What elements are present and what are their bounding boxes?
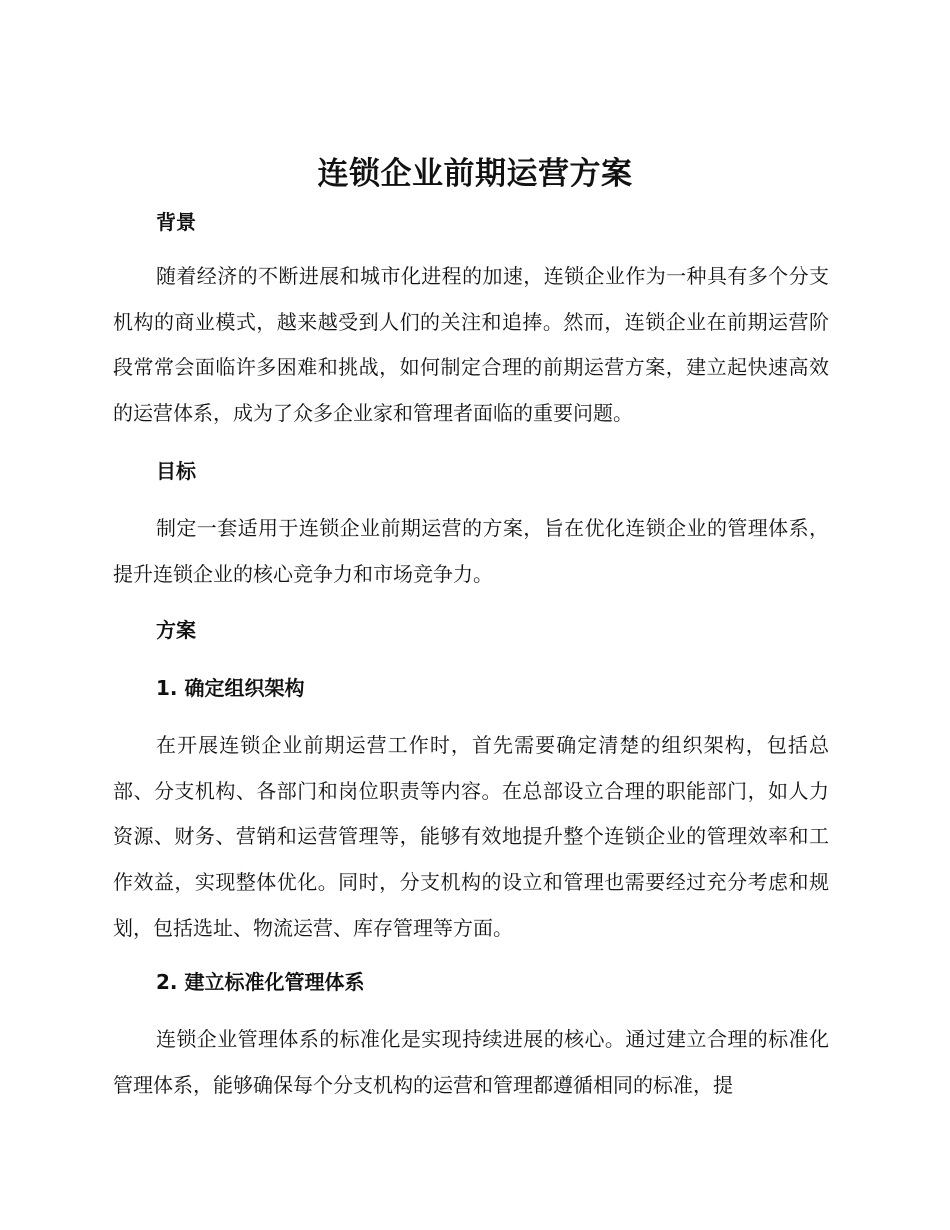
section-heading-standardization: 2. 建立标准化管理体系 [156,970,365,994]
section-heading-background: 背景 [156,210,196,234]
section-paragraph-org-structure: 在开展连锁企业前期运营工作时，首先需要确定清楚的组织架构，包括总部、分支机构、各部门和岗位职责等内容。在总部设立合理的职能部门，如人力资源、财务、营销和运营管理等，能够有效地提升整个连锁企业的管理效率和工作效益，实现整体优化。同时，分支机构的设立和管理也需要经过充分考虑和规划，包括选址、物流运营、库存管理等方面。 [113,733,829,940]
section-paragraph-background: 随着经济的不断进展和城市化进程的加速，连锁企业作为一种具有多个分支机构的商业模式，越来越受到人们的关注和追捧。然而，连锁企业在前期运营阶段常常会面临许多困难和挑战，如何制定合理的前期运营方案，建立起快速高效的运营体系，成为了众多企业家和管理者面临的重要问题。 [113,264,829,426]
section-heading-plan: 方案 [156,618,196,642]
section-paragraph-standardization: 连锁企业管理体系的标准化是实现持续进展的核心。通过建立合理的标准化管理体系，能够确保每个分支机构的运营和管理都遵循相同的标准，提 [113,1027,829,1097]
section-paragraph-goal: 制定一套适用于连锁企业前期运营的方案，旨在优化连锁企业的管理体系，提升连锁企业的核心竞争力和市场竞争力。 [113,516,829,586]
section-heading-org-structure: 1. 确定组织架构 [156,676,305,700]
document-title: 连锁企业前期运营方案 [317,156,633,192]
section-heading-goal: 目标 [156,459,196,483]
